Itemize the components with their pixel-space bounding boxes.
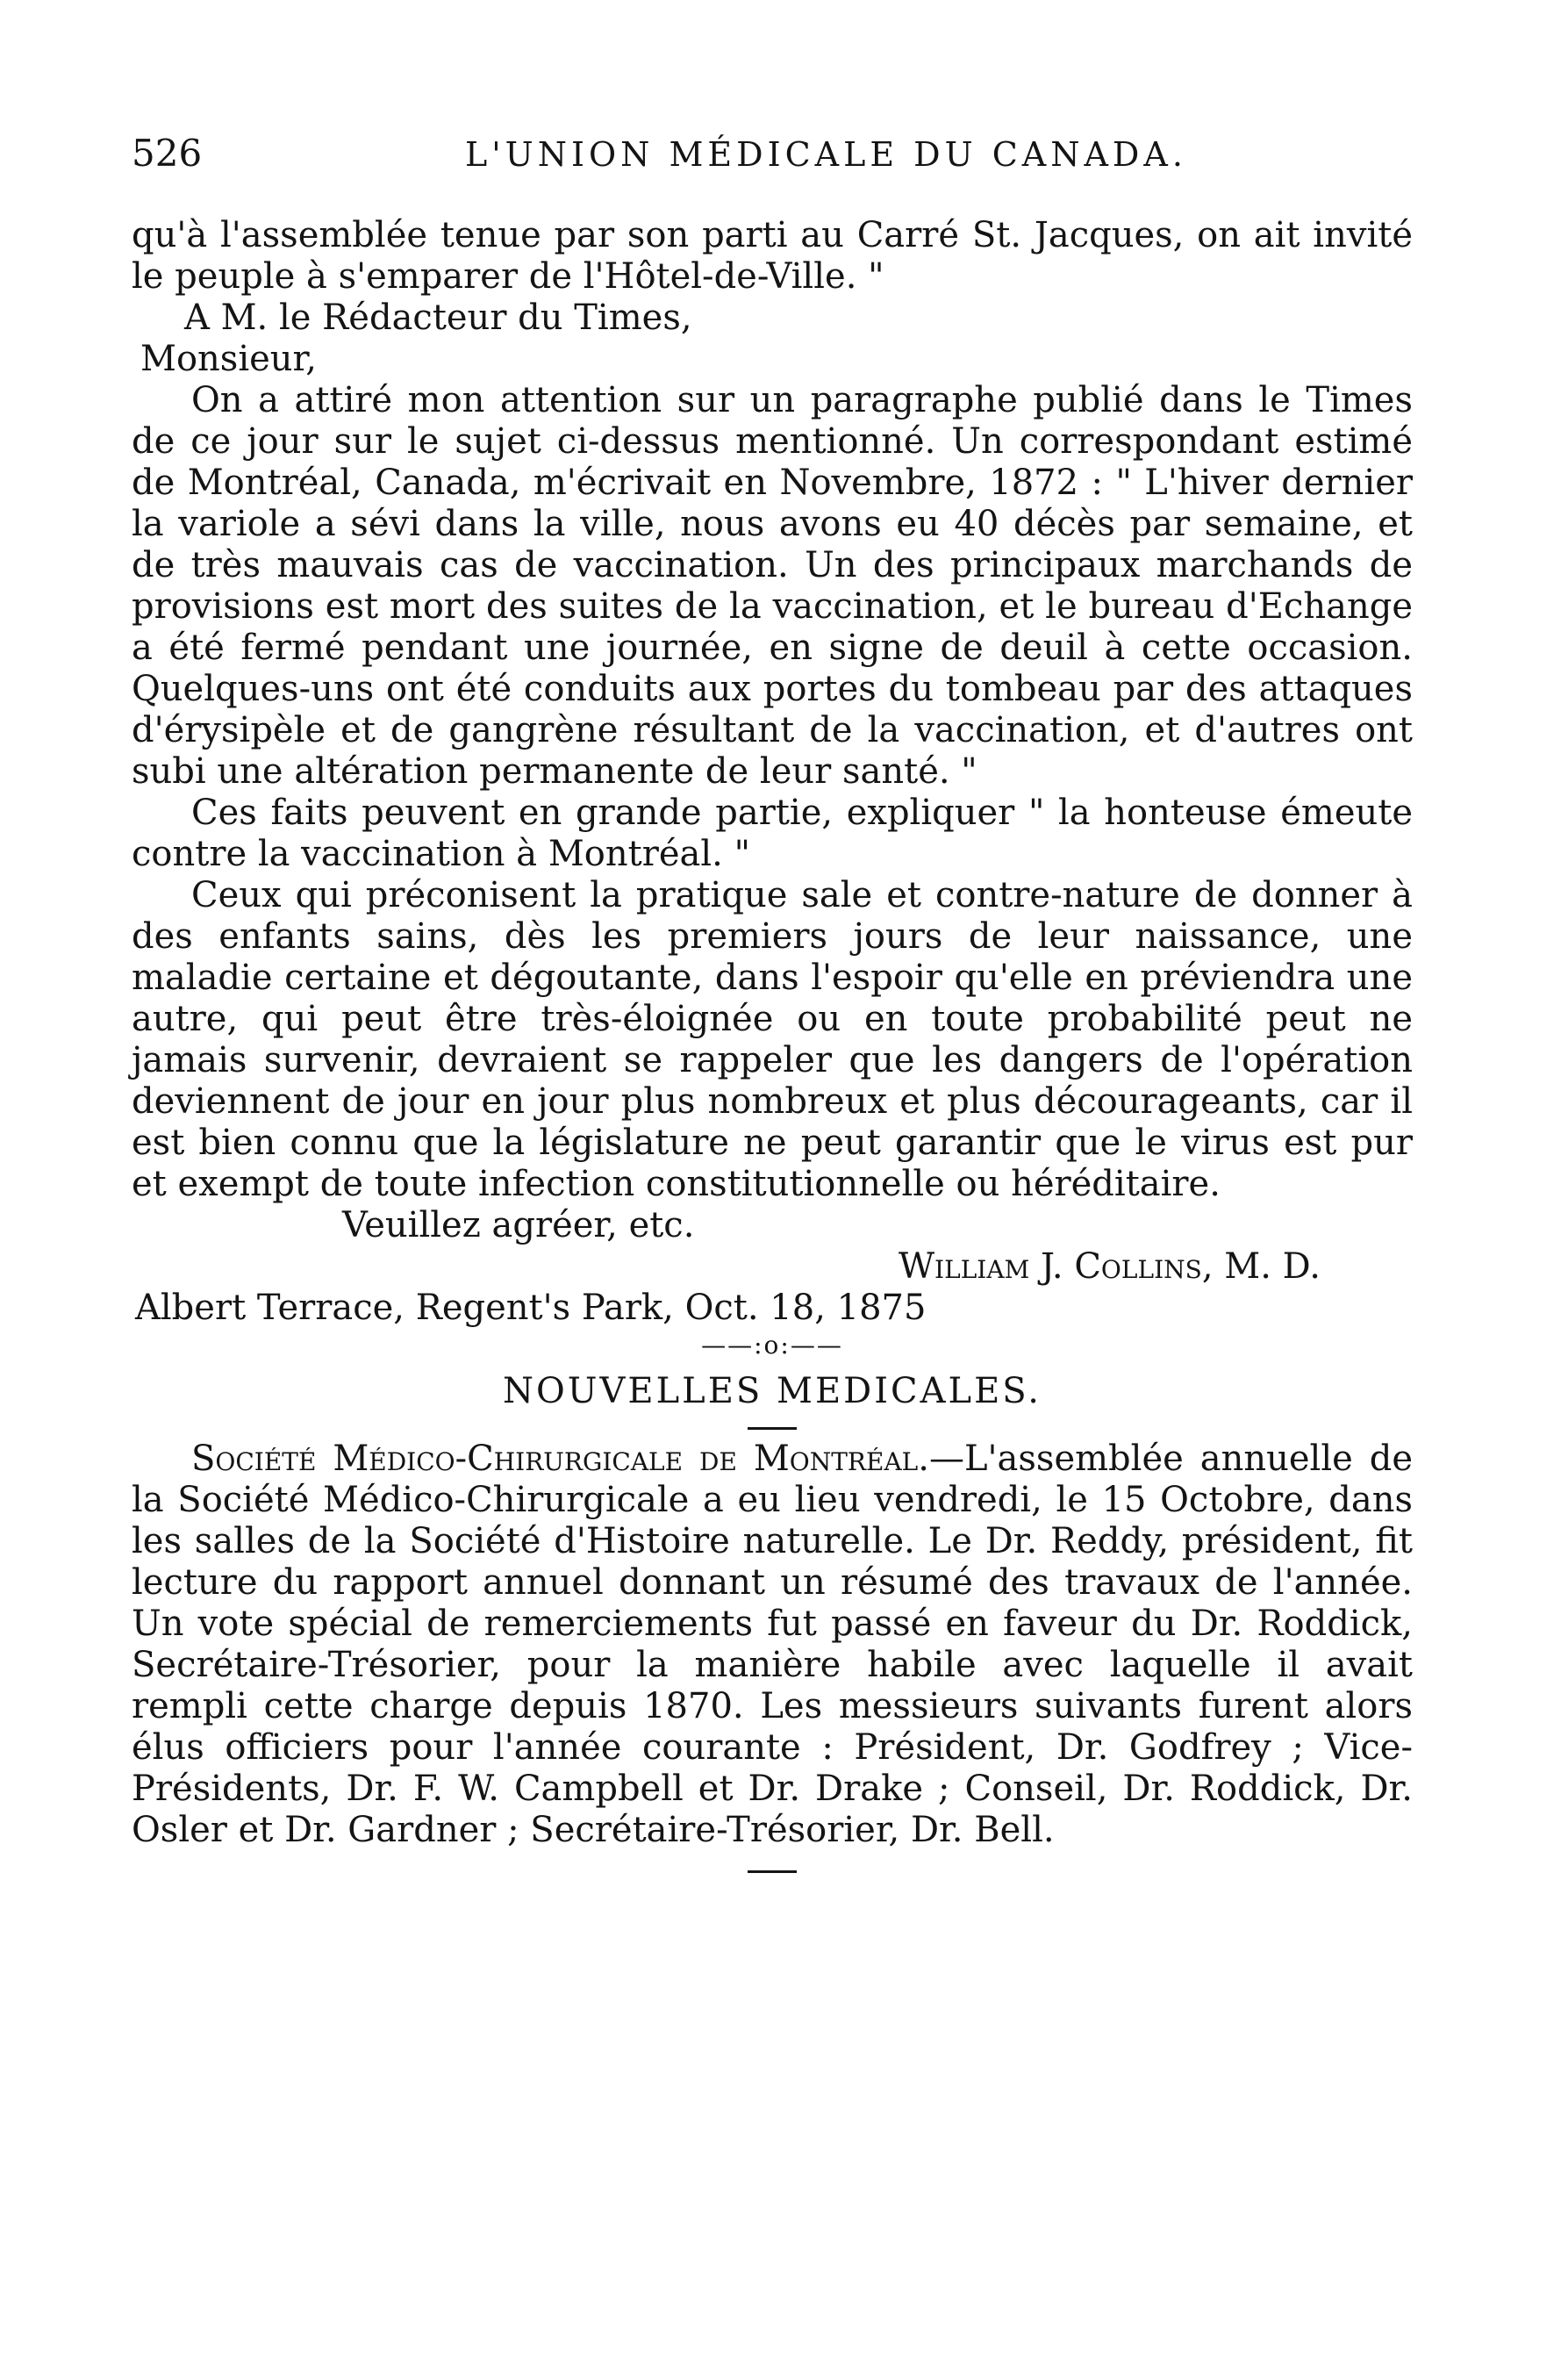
letter-opening-fragment: qu'à l'assemblée tenue par son parti au Carré St. Jacques, on ait invité le peuple à s'emparer de l'Hôtel-de-Ville. " [132,215,1413,297]
society-name: Société Médico-Chirurgicale de Montréal. [191,1439,929,1479]
letter-paragraph-2: Ces faits peuvent en grande partie, expliquer " la honteuse émeute contre la vaccination à Montréal. " [132,793,1413,874]
running-head: L'UNION MÉDICALE DU CANADA. [465,135,1187,174]
section-title: NOUVELLES MEDICALES. [502,1371,1042,1411]
title-rule [748,1427,797,1430]
letter-addressee: A M. le Rédacteur du Times, [184,298,692,338]
letter-salutation: Monsieur, [140,339,317,379]
news-paragraph-text: —L'assemblée annuelle de la Société Médico-Chirurgicale a eu lieu vendredi, le 15 Octobre, dans les salles de la Société d'Histoire naturelle. Le Dr. Reddy, président, fit lecture du rapport annuel donnant un résumé des travaux de l'année. Un vote spécial de remerciements fut passé en faveur du Dr. Roddick, Secrétaire-Trésorier, pour la manière habile avec laquelle il avait rempli cette charge depuis 1870. Les messieurs suivants furent alors élus officiers pour l'année courante : Président, Dr. Godfrey ; Vice-Présidents, Dr. F. W. Campbell et Dr. Drake ; Conseil, Dr. Roddick, Dr. Osler et Dr. Gardner ; Secrétaire-Trésorier, Dr. Bell. [132,1439,1413,1850]
page-number: 526 [132,132,203,175]
news-paragraph [132,1439,1413,1851]
page-body [132,215,1413,1873]
section-separator: ——:o:—— [701,1331,843,1360]
letter-signature: William J. Collins, M. D. [898,1246,1321,1287]
letter-paragraph-1: On a attiré mon attention sur un paragraphe publié dans le Times de ce jour sur le sujet ci-dessus mentionné. Un correspondant estimé de Montréal, Canada, m'écrivait en Novembre, 1872 : " L'hiver dernier la variole a sévi dans la ville, nous avons eu 40 décès par semaine, et de très mauvais cas de vaccination. Un des principaux marchands de provisions est mort des suites de la vaccination, et le bureau d'Echange a été fermé pendant une journée, en signe de deuil à cette occasion. Quelques-uns ont été conduits aux portes du tombeau par des attaques d'érysipèle et de gangrène résultant de la vaccination, et d'autres ont subi une altération permanente de leur santé. " [132,380,1413,792]
letter-paragraph-3: Ceux qui préconisent la pratique sale et contre-nature de donner à des enfants sains, dès les premiers jours de leur naissance, une maladie certaine et dégoutante, dans l'espoir qu'elle en préviendra une autre, qui peut être très-éloignée ou en toute probabilité peut ne jamais survenir, devraient se rappeler que les dangers de l'opération deviennent de jour en jour plus nombreux et plus décourageants, car il est bien connu que la législature ne peut garantir que le virus est pur et exempt de toute infection constitutionnelle ou héréditaire. [132,875,1413,1204]
end-rule [748,1870,797,1873]
letter-closing: Veuillez agréer, etc. [342,1205,695,1245]
letter-address: Albert Terrace, Regent's Park, Oct. 18, 1875 [135,1288,927,1328]
page-header [132,132,1413,184]
